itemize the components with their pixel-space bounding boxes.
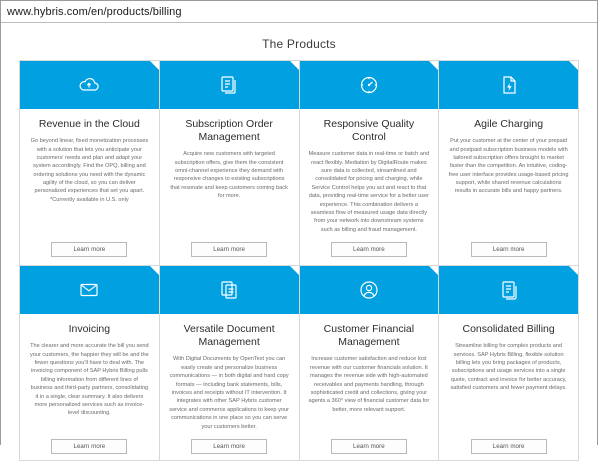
card-title: Customer Financial Management [323,323,415,349]
product-card-subscription-order-management[interactable] [160,61,300,266]
cloud-icon [76,72,102,98]
learn-more-button[interactable]: Learn more [471,439,547,454]
learn-more-button[interactable]: Learn more [471,242,547,257]
card-body: Put your customer at the center of your prepaid and postpaid subscription business models with tailored subscription offers brought to market faster than the competition. An intuitive, coding-free user interface provides usage-based pricing support, while shared revenue calculations results in accurate bills and happy partners. [448,138,569,195]
learn-more-button[interactable]: Learn more [51,439,127,454]
product-row [20,61,579,266]
corner-fold [150,266,159,275]
card-title: Consolidated Billing [462,323,555,336]
corner-fold [429,266,438,275]
card-title: Revenue in the Cloud [38,118,140,130]
product-grid [19,60,579,461]
corner-fold [150,61,159,70]
card-body: With Digital Documents by OpenText you can easily create and personalize business communications — in both digital and hard copy formats — including bank statements, bills, invoices and receipts without IT intervention. It integrates with other SAP Hybris customer service and commerce applications to keep your communications in one place so you can serve your customers better. [169,356,289,430]
learn-more-button[interactable]: Learn more [51,242,127,257]
card-banner [20,266,159,314]
card-banner [439,266,578,314]
envelope-icon [76,277,102,303]
card-body: Acquire new customers with targeted subscription offers, give them the consistent omni-channel experience they demand with responsive changes to existing subscriptions that resonate and keep customers coming back for more. [170,151,288,200]
corner-fold [569,61,578,70]
product-row [20,266,579,461]
card-body: Streamline billing for complex products and services. SAP Hybris Billing, flexible solution billing lets you bring packages of products, subscriptions and usage services into a single quote, contract and invoice for better accuracy, satisfied customers and fewer payment delays. [450,343,567,392]
product-card-consolidated-billing[interactable] [439,266,579,461]
learn-more-button[interactable]: Learn more [191,242,267,257]
card-banner [439,61,578,109]
corner-fold [429,61,438,70]
browser-url-bar[interactable] [1,1,597,23]
corner-fold [290,266,299,275]
page-title: The Products [262,37,336,51]
card-body: Increase customer satisfaction and reduce lost revenue with our customer financials solution. It manages the revenue side with high-automated receivables and payments handling, through sophisticated credit and collections, giving your agents a 360° view of financial customer data for better, more relevant support. [308,356,430,413]
card-banner [160,266,299,314]
product-card-customer-financial-management[interactable] [300,266,440,461]
learn-more-button[interactable]: Learn more [331,242,407,257]
card-body: Go beyond linear, fixed monetization processes with a solution that lets you anticipate your customers' needs and plan and adapt your system accordingly. Find the OPQ, billing and ordering solutions you need with the dynamic agility of the cloud, so you can deliver personalized experiences that set you apart. *Currently available in U.S. only [30,138,149,203]
card-banner [160,61,299,109]
card-banner [300,61,439,109]
card-title: Subscription Order Management [185,118,273,144]
gauge-icon [356,72,382,98]
url-text: www.hybris.com/en/products/billing [7,5,182,18]
learn-more-button[interactable]: Learn more [331,439,407,454]
page-content [1,23,597,461]
card-body: Measure customer data in real-time or batch and react flexibly. Mediation by DigitalRoute makes sure data is collected, streamlined and consolidated for pricing and charging, while Service Control helps you act and react to that data, providing real-time service for a better user experience. This combination delivers a seamless flow of measured usage data directly from your network into downstream systems such as billing and fraud management. [308,151,430,233]
card-banner [300,266,439,314]
product-card-revenue-in-the-cloud[interactable] [20,61,160,266]
product-card-responsive-quality-control[interactable] [300,61,440,266]
document-stack-icon [216,72,242,98]
corner-fold [290,61,299,70]
learn-more-button[interactable]: Learn more [191,439,267,454]
product-card-invoicing[interactable] [20,266,160,461]
corner-fold [569,266,578,275]
product-card-versatile-document-management[interactable] [160,266,300,461]
lightning-document-icon [496,72,522,98]
bill-stack-icon [496,277,522,303]
card-banner [20,61,159,109]
card-title: Agile Charging [474,118,544,130]
product-card-agile-charging[interactable] [439,61,579,266]
card-title: Versatile Document Management [183,323,275,349]
card-title: Responsive Quality Control [323,118,415,144]
card-body: The clearer and more accurate the bill you send your customers, the happier they will be and the fewer questions you'll have to deal with. The invoicing component of SAP Hybris Billing pulls billing information from different lines of business and third-party partners, consolidating it in a single, clear summary. It also delivers more personalized services such as invoice-level discounting. [29,343,149,417]
user-circle-icon [356,277,382,303]
card-title: Invoicing [68,323,111,336]
documents-icon [216,277,242,303]
